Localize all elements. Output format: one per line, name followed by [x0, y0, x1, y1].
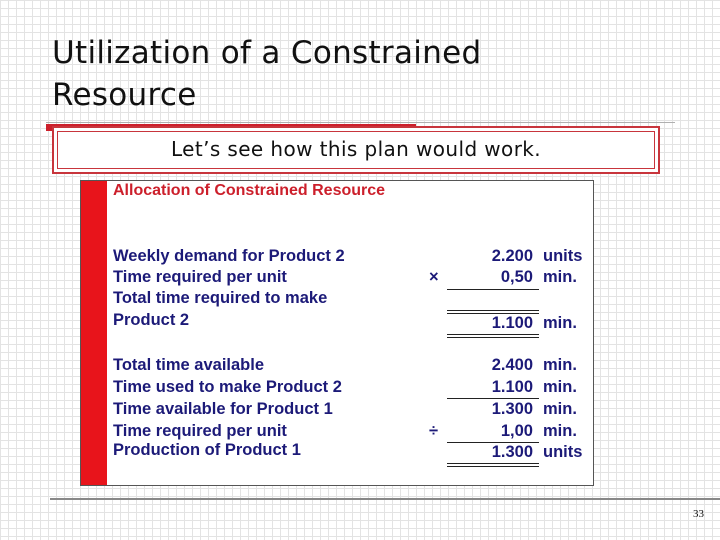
sum-underline	[447, 289, 539, 290]
table-side-bar	[81, 181, 107, 485]
table-row-value: 1.300	[491, 400, 533, 418]
table-row-label: Time available for Product 1	[113, 400, 333, 418]
table-row-value: 2.400	[491, 356, 533, 374]
table-row-unit: min.	[543, 356, 577, 374]
footer-divider	[50, 498, 720, 500]
double-underline-top	[447, 310, 539, 311]
table-row-label: Time required per unit	[113, 422, 287, 440]
page-number: 33	[693, 508, 704, 520]
table-row-value: 0,50	[500, 268, 533, 286]
table-row-unit: min.	[543, 422, 577, 440]
table-row-unit: units	[543, 247, 583, 265]
double-underline-bottom	[447, 466, 539, 467]
divide-operator: ÷	[429, 422, 439, 440]
table-row-value: 1.100	[491, 314, 533, 332]
callout-text: Let’s see how this plan would work.	[57, 131, 655, 169]
table-row-unit: min.	[543, 268, 577, 286]
table-row-value: 1.300	[491, 443, 533, 461]
table-row-value: 2.200	[491, 247, 533, 265]
title-divider	[46, 122, 675, 123]
slide-title: Utilization of a Constrained Resource	[52, 35, 482, 113]
double-underline-top	[447, 463, 539, 464]
table-row-unit: units	[543, 443, 583, 461]
table-row-unit: min.	[543, 314, 577, 332]
table-row-label: Production of Product 1	[113, 441, 301, 459]
table-row-value: 1.100	[491, 378, 533, 396]
table-row-label: Time used to make Product 2	[113, 378, 342, 396]
double-underline-top	[447, 334, 539, 335]
multiply-operator: ×	[429, 268, 439, 286]
sum-underline	[447, 398, 539, 399]
allocation-table	[80, 180, 594, 486]
table-heading: Allocation of Constrained Resource	[113, 182, 386, 199]
table-row-label: Total time required to make	[113, 289, 328, 307]
callout-box	[52, 126, 660, 174]
table-row-value: 1,00	[500, 422, 533, 440]
table-row-label: Total time available	[113, 356, 264, 374]
double-underline-bottom	[447, 337, 539, 338]
table-row-unit: min.	[543, 378, 577, 396]
table-row-label: Product 2	[113, 311, 190, 329]
table-row-label: Time required per unit	[113, 268, 287, 286]
table-row-unit: min.	[543, 400, 577, 418]
table-row-label: Weekly demand for Product 2	[113, 247, 345, 265]
